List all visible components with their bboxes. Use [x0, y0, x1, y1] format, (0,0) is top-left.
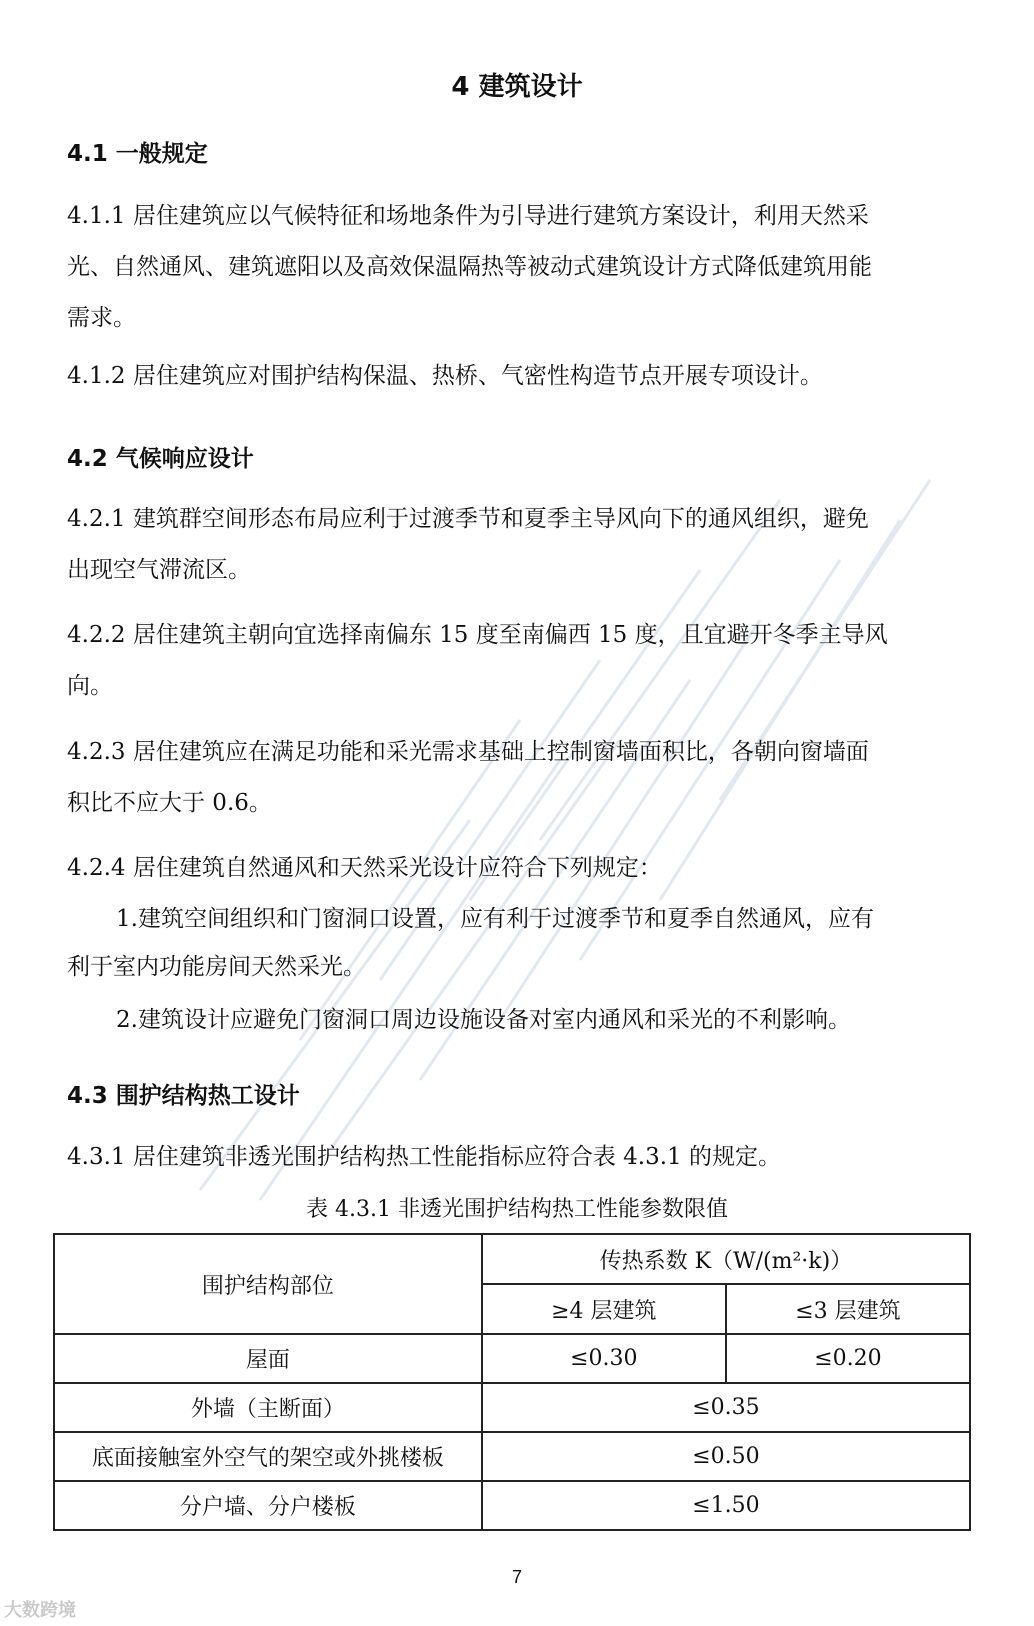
text-line: 4.3.1 居住建筑非透光围护结构热工性能指标应符合表 4.3.1 的规定。	[67, 1144, 781, 1170]
table-header-cell: ≥4 层建筑	[482, 1284, 726, 1334]
paragraph-4-2-2	[67, 610, 967, 712]
text-line: 4.2.3 居住建筑应在满足功能和采光需求基础上控制窗墙面积比，各朝向窗墙面	[67, 739, 869, 765]
paragraph-4-1-2	[67, 351, 967, 402]
section-heading-4-3: 4.3 围护结构热工设计	[67, 1083, 300, 1109]
table-cell: 分户墙、分户楼板	[54, 1481, 482, 1530]
list-item-1	[67, 895, 967, 991]
text-line: 出现空气滞流区。	[67, 557, 251, 583]
table-header-cell: ≤3 层建筑	[726, 1284, 970, 1334]
table-row	[54, 1432, 970, 1481]
paragraph-4-2-1	[67, 494, 967, 596]
text-line: 积比不应大于 0.6。	[67, 790, 272, 816]
list-item-2	[67, 996, 967, 1044]
paragraph-4-2-4	[67, 843, 967, 894]
text-line: 4.1.2 居住建筑应对围护结构保温、热桥、气密性构造节点开展专项设计。	[67, 363, 823, 389]
text-line: 2.建筑设计应避免门窗洞口周边设施设备对室内通风和采光的不利影响。	[116, 1007, 851, 1033]
table-cell: 底面接触室外空气的架空或外挑楼板	[54, 1432, 482, 1481]
table-row	[54, 1334, 970, 1383]
table-cell: ≤0.30	[482, 1334, 726, 1383]
text-line: 向。	[67, 673, 113, 699]
text-line: 4.1.1 居住建筑应以气候特征和场地条件为引导进行建筑方案设计，利用天然采	[67, 203, 869, 229]
paragraph-4-2-3	[67, 727, 967, 829]
table-cell: ≤1.50	[482, 1481, 970, 1530]
table-cell: ≤0.35	[482, 1383, 970, 1432]
thermal-performance-table	[53, 1233, 971, 1531]
table-header-row	[54, 1234, 970, 1284]
section-heading-4-1: 4.1 一般规定	[67, 141, 208, 167]
text-line: 1.建筑空间组织和门窗洞口设置，应有利于过渡季节和夏季自然通风，应有	[116, 906, 874, 932]
chapter-title: 4 建筑设计	[451, 72, 583, 102]
section-heading-4-2: 4.2 气候响应设计	[67, 446, 254, 472]
text-line: 需求。	[67, 305, 136, 331]
text-line: 4.2.4 居住建筑自然通风和天然采光设计应符合下列规定：	[67, 855, 662, 881]
text-line: 4.2.1 建筑群空间形态布局应利于过渡季节和夏季主导风向下的通风组织，避免	[67, 506, 869, 532]
text-line: 利于室内功能房间天然采光。	[67, 954, 366, 980]
paragraph-4-3-1	[67, 1132, 967, 1183]
table-row	[54, 1383, 970, 1432]
table-row	[54, 1481, 970, 1530]
table-caption: 表 4.3.1 非透光围护结构热工性能参数限值	[306, 1197, 728, 1222]
text-line: 4.2.2 居住建筑主朝向宜选择南偏东 15 度至南偏西 15 度，且宜避开冬季主导风	[67, 622, 888, 648]
watermark-logo-text: 大数跨境	[4, 1600, 76, 1621]
table-cell: ≤0.20	[726, 1334, 970, 1383]
table-header-cell: 传热系数 K（W/(m²·k)）	[482, 1234, 970, 1284]
paragraph-4-1-1	[67, 191, 967, 344]
text-line: 光、自然通风、建筑遮阳以及高效保温隔热等被动式建筑设计方式降低建筑用能	[67, 254, 872, 280]
page-number: 7	[511, 1567, 522, 1587]
table-header-cell: 围护结构部位	[54, 1234, 482, 1334]
table-cell: 外墙（主断面）	[54, 1383, 482, 1432]
table-cell: ≤0.50	[482, 1432, 970, 1481]
table-cell: 屋面	[54, 1334, 482, 1383]
watermark-logo	[4, 1596, 76, 1622]
